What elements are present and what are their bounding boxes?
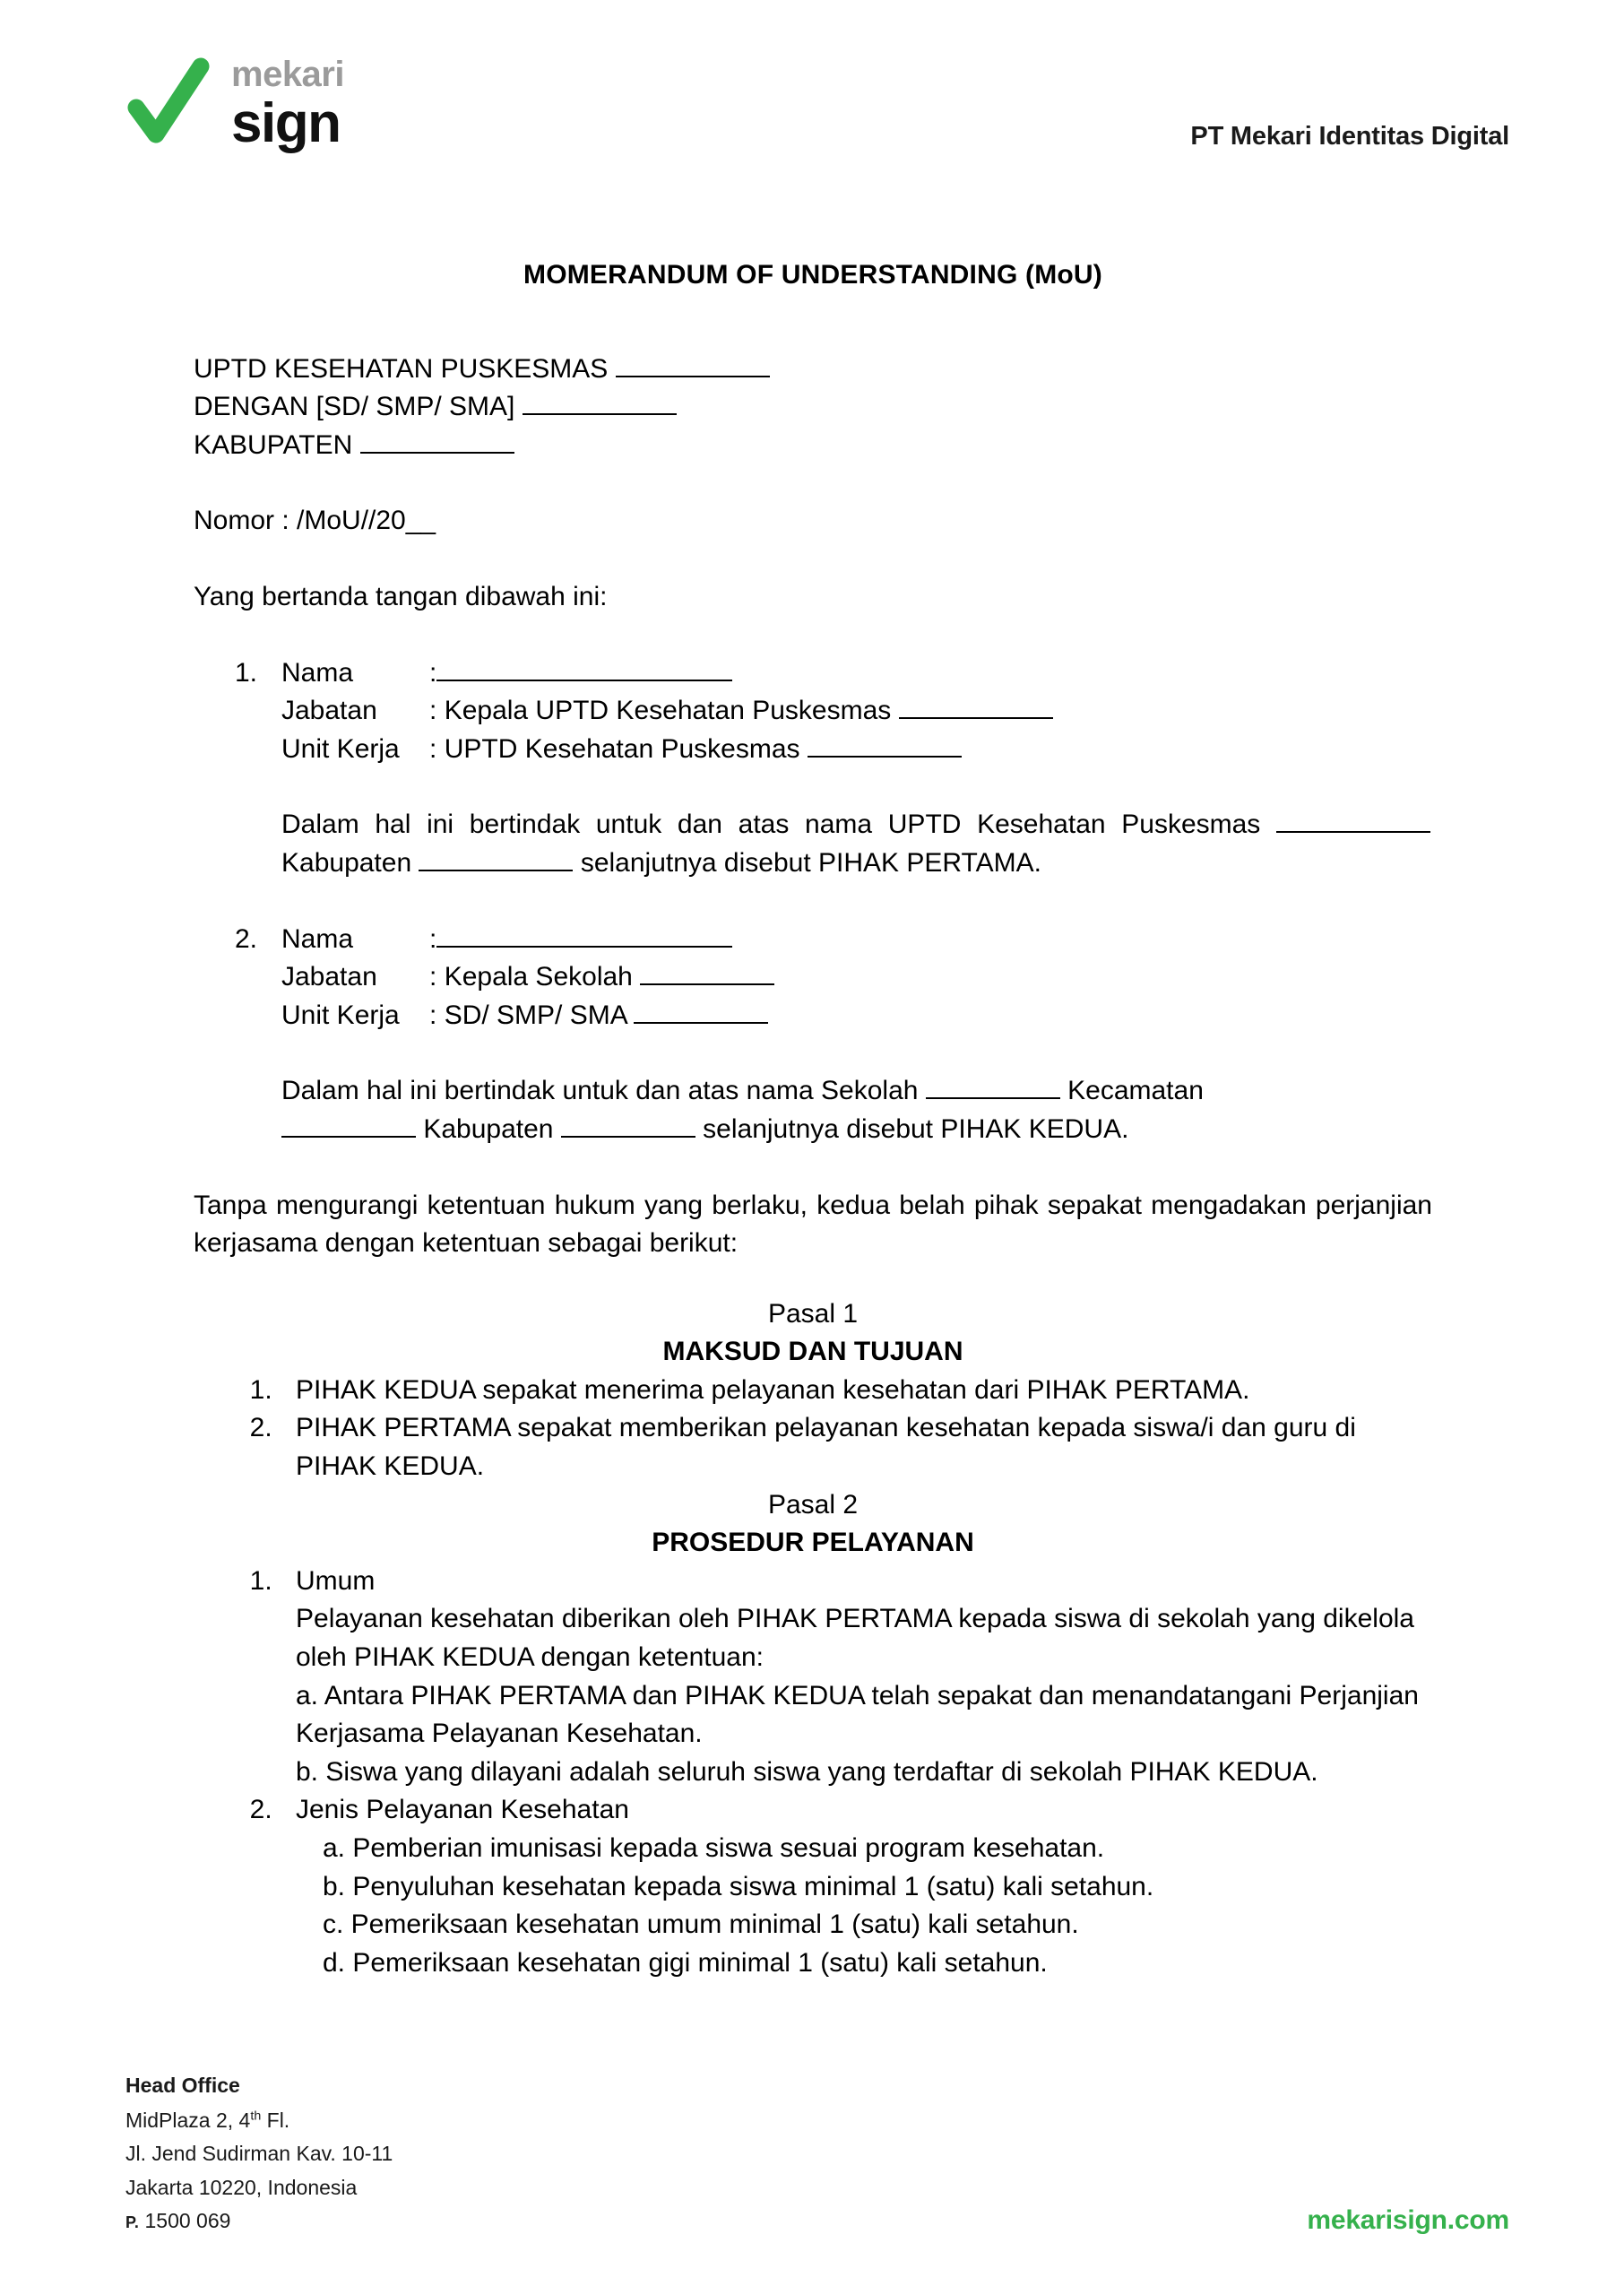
field-colon: : bbox=[429, 696, 437, 726]
address-ordinal-suffix: th bbox=[250, 2109, 262, 2124]
address-line-2: Jl. Jend Sudirman Kav. 10-11 bbox=[125, 2142, 393, 2166]
table-row bbox=[281, 654, 1432, 693]
phone-row bbox=[125, 2204, 393, 2238]
heading-line-3 bbox=[194, 427, 1432, 465]
blank-field[interactable] bbox=[360, 452, 514, 454]
blank-field[interactable] bbox=[281, 1136, 416, 1138]
party-1-statement-end: selanjutnya disebut PIHAK PERTAMA. bbox=[580, 847, 1041, 878]
document-number: Nomor : /MoU//20__ bbox=[194, 506, 436, 536]
list-item-body: Pelayanan kesehatan diberikan oleh PIHAK PERTAMA kepada siswa di sekolah yang dikelola oleh PIHAK KEDUA dengan ketentuan: bbox=[296, 1604, 1414, 1673]
article-2-label: Pasal 2 bbox=[767, 1489, 859, 1520]
sub-item: a. Pemberian imunisasi kepada siswa sesuai program kesehatan. bbox=[323, 1833, 1105, 1863]
heading-line-2-text: DENGAN [SD/ SMP/ SMA] bbox=[194, 392, 515, 422]
field-label: Unit Kerja bbox=[281, 733, 400, 764]
phone-prefix: P. bbox=[125, 2213, 140, 2231]
company-name: PT Mekari Identitas Digital bbox=[1190, 122, 1509, 151]
table-row bbox=[281, 997, 1432, 1035]
party-2-statement-end: selanjutnya disebut PIHAK KEDUA. bbox=[703, 1113, 1129, 1144]
list-item-text: PIHAK PERTAMA sepakat memberikan pelayanan kesehatan kepada siswa/i dan guru di PIHAK KEDUA. bbox=[296, 1413, 1356, 1482]
party-1-statement-text: Dalam hal ini bertindak untuk dan atas nama UPTD Kesehatan Puskesmas bbox=[281, 810, 1261, 840]
party-fields bbox=[281, 921, 1432, 1035]
list-item-text: PIHAK KEDUA sepakat menerima pelayanan kesehatan dari PIHAK PERTAMA. bbox=[296, 1374, 1250, 1405]
preamble-paragraph: Tanpa mengurangi ketentuan hukum yang berlaku, kedua belah pihak sepakat mengadakan perjanjian kerjasama dengan ketentuan sebagai berikut: bbox=[194, 1190, 1432, 1259]
signatories-intro: Yang bertanda tangan dibawah ini: bbox=[194, 581, 608, 611]
address-line-1-pre: MidPlaza 2, 4 bbox=[125, 2109, 251, 2132]
field-colon: : bbox=[429, 962, 437, 992]
party-1-statement-mid: Kabupaten bbox=[281, 847, 412, 878]
head-office-address bbox=[125, 2069, 393, 2238]
party-2-statement-line-1 bbox=[281, 1072, 1432, 1111]
website-link[interactable]: mekarisign.com bbox=[1307, 2205, 1509, 2235]
field-colon: : bbox=[429, 733, 437, 764]
green-check-icon bbox=[125, 52, 212, 152]
address-line-3: Jakarta 10220, Indonesia bbox=[125, 2175, 358, 2199]
party-2-statement-mid: Kabupaten bbox=[423, 1113, 554, 1144]
page-footer bbox=[125, 2069, 1509, 2238]
field-value bbox=[429, 692, 1432, 731]
list-item-text: 2. Jenis Pelayanan Kesehatan bbox=[296, 1795, 629, 1825]
heading-line-1-text: UPTD KESEHATAN PUSKESMAS bbox=[194, 353, 609, 384]
field-colon: : bbox=[429, 923, 437, 954]
sub-item: d. Pemeriksaan kesehatan gigi minimal 1 (satu) kali setahun. bbox=[323, 1947, 1048, 1978]
field-label: Jabatan bbox=[281, 696, 377, 726]
field-text: SD/ SMP/ SMA bbox=[444, 1000, 627, 1030]
field-text: UPTD Kesehatan Puskesmas bbox=[444, 733, 800, 764]
blank-field[interactable] bbox=[561, 1136, 695, 1138]
sub-item: a. Antara PIHAK PERTAMA dan PIHAK KEDUA telah sepakat dan menandatangani Perjanjian Kerjasama Pelayanan Kesehatan. bbox=[296, 1680, 1419, 1749]
field-label: Unit Kerja bbox=[281, 1000, 400, 1030]
field-value bbox=[429, 921, 1432, 959]
phone-number: 1500 069 bbox=[144, 2208, 231, 2232]
document-heading-block bbox=[194, 351, 1432, 465]
page-title: MOMERANDUM OF UNDERSTANDING (MoU) bbox=[523, 260, 1102, 290]
heading-line-2 bbox=[194, 388, 1432, 427]
address-line-1 bbox=[125, 2104, 393, 2137]
list-item bbox=[280, 1791, 1432, 1982]
list-item bbox=[280, 1409, 1432, 1485]
field-label: Nama bbox=[281, 657, 354, 688]
blank-field[interactable] bbox=[523, 413, 677, 415]
table-row bbox=[281, 921, 1432, 959]
blank-field[interactable] bbox=[926, 1097, 1060, 1099]
page-header bbox=[0, 52, 1624, 169]
heading-line-3-text: KABUPATEN bbox=[194, 429, 353, 460]
party-number: 2. bbox=[235, 923, 258, 954]
field-text: Kepala Sekolah bbox=[444, 962, 633, 992]
head-office-label: Head Office bbox=[125, 2073, 240, 2097]
logo-word-sign: sign bbox=[231, 92, 341, 154]
blank-field[interactable] bbox=[899, 717, 1053, 719]
article-1-label: Pasal 1 bbox=[767, 1298, 859, 1329]
party-fields bbox=[281, 654, 1432, 769]
blank-field[interactable] bbox=[634, 1022, 768, 1024]
mekari-sign-logo bbox=[125, 52, 344, 152]
sub-item: c. Pemeriksaan kesehatan umum minimal 1 (satu) kali setahun. bbox=[323, 1910, 1079, 1940]
party-block-2 bbox=[235, 921, 1432, 1035]
article-2-title: PROSEDUR PELAYANAN bbox=[652, 1528, 974, 1558]
field-label: Nama bbox=[281, 923, 354, 954]
field-label: Jabatan bbox=[281, 962, 377, 992]
field-value bbox=[429, 654, 1432, 693]
logo-word-mekari: mekari bbox=[231, 55, 344, 94]
party-block-1 bbox=[235, 654, 1432, 769]
list-item bbox=[280, 1563, 1432, 1792]
table-row bbox=[281, 731, 1432, 769]
field-text: Kepala UPTD Kesehatan Puskesmas bbox=[444, 696, 892, 726]
document-body bbox=[194, 256, 1432, 1982]
field-colon: : bbox=[429, 657, 437, 688]
blank-field[interactable] bbox=[616, 376, 770, 377]
sub-item: b. Siswa yang dilayani adalah seluruh siswa yang terdaftar di sekolah PIHAK KEDUA. bbox=[296, 1756, 1318, 1787]
party-number: 1. bbox=[235, 657, 258, 688]
logo-wordmark bbox=[231, 53, 344, 152]
blank-field[interactable] bbox=[1276, 831, 1430, 833]
blank-field[interactable] bbox=[436, 680, 732, 681]
party-2-statement-text: Dalam hal ini bertindak untuk dan atas nama Sekolah bbox=[281, 1076, 919, 1106]
party-2-statement-tail: Kecamatan bbox=[1067, 1076, 1204, 1106]
list-item-text: 1. Umum bbox=[296, 1565, 376, 1596]
table-row bbox=[281, 692, 1432, 731]
blank-field[interactable] bbox=[419, 870, 573, 871]
article-2-list bbox=[280, 1563, 1432, 1983]
blank-field[interactable] bbox=[808, 756, 962, 758]
article-1-title: MAKSUD DAN TUJUAN bbox=[662, 1337, 963, 1367]
party-1-statement bbox=[281, 806, 1430, 882]
blank-field[interactable] bbox=[640, 983, 774, 985]
list-item bbox=[280, 1372, 1432, 1410]
blank-field[interactable] bbox=[436, 946, 732, 948]
field-colon: : bbox=[429, 1000, 437, 1030]
heading-line-1 bbox=[194, 351, 1432, 389]
party-2-statement bbox=[281, 1072, 1432, 1148]
field-value bbox=[429, 997, 1432, 1035]
field-value bbox=[429, 958, 1432, 997]
address-line-1-post: Fl. bbox=[261, 2109, 290, 2132]
sub-item: b. Penyuluhan kesehatan kepada siswa minimal 1 (satu) kali setahun. bbox=[323, 1871, 1154, 1901]
article-1-list bbox=[280, 1372, 1432, 1486]
field-value bbox=[429, 731, 1432, 769]
party-2-statement-line-2 bbox=[281, 1111, 1432, 1149]
table-row bbox=[281, 958, 1432, 997]
